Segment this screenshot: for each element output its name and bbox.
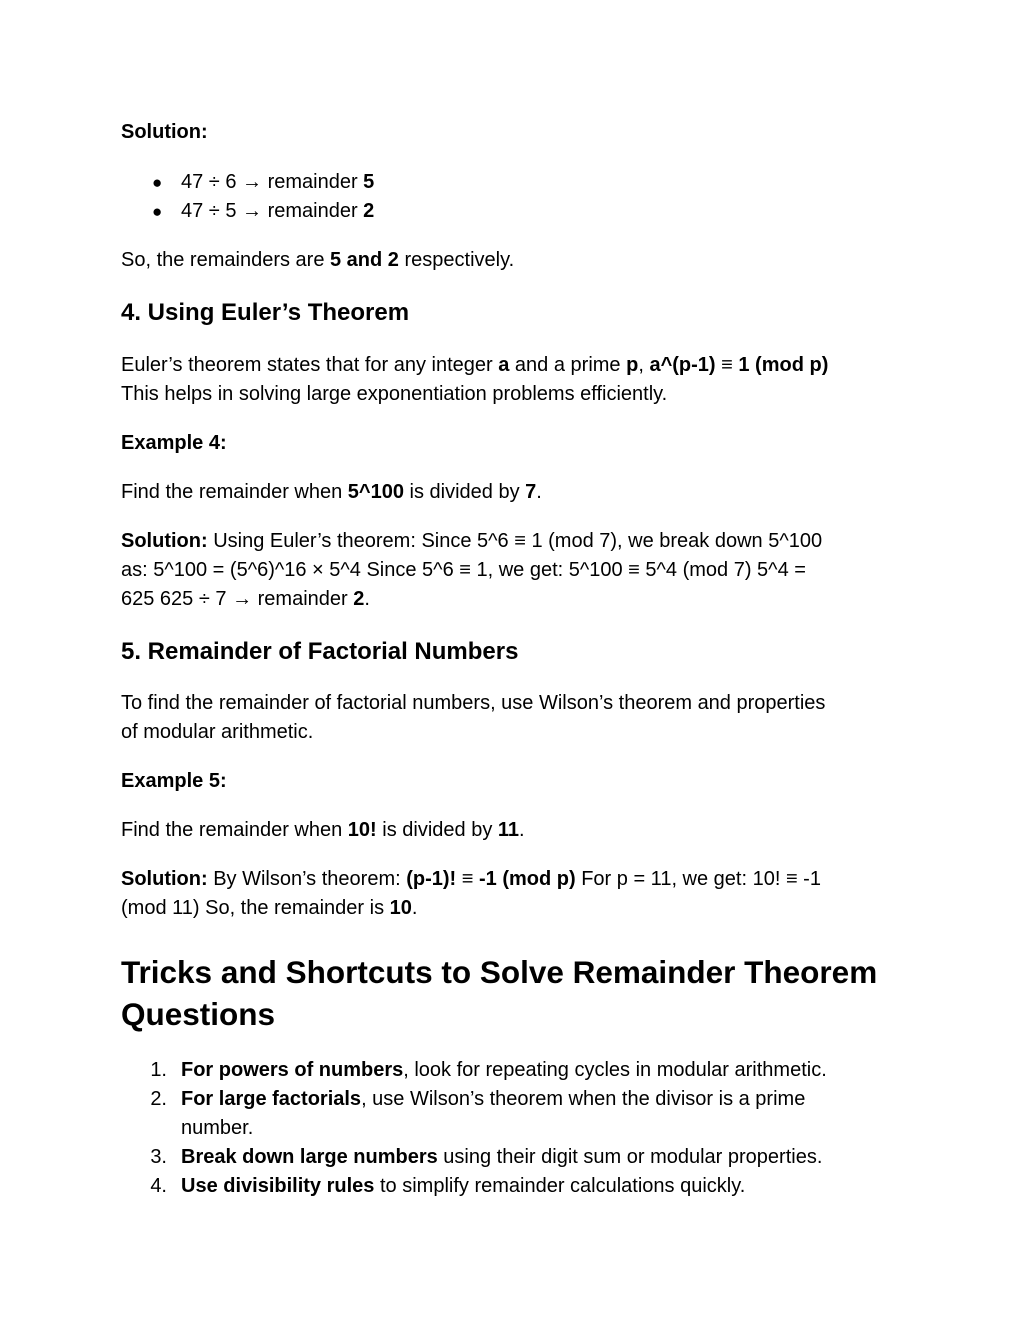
solution-label: Solution: bbox=[121, 121, 208, 143]
solution-text: (mod 11) So, the remainder is bbox=[121, 897, 390, 919]
solution-text: . bbox=[364, 588, 370, 610]
solution-bold: 2 bbox=[353, 588, 365, 610]
list-item-bold: 5 bbox=[363, 171, 375, 193]
question-text: is divided by bbox=[376, 819, 498, 841]
section-heading-factorial: 5. Remainder of Factorial Numbers bbox=[121, 638, 519, 665]
intro-text: Euler’s theorem states that for any integer bbox=[121, 354, 499, 376]
list-number: 3. bbox=[150, 1146, 167, 1168]
list-item-text: to simplify remainder calculations quickly. bbox=[374, 1175, 746, 1197]
list-item-bold: 2 bbox=[363, 200, 375, 222]
question-bold: 5^100 bbox=[347, 481, 404, 503]
list-item-bold: Use divisibility rules bbox=[181, 1175, 375, 1197]
list-item-text: using their digit sum or modular properties. bbox=[437, 1146, 823, 1168]
solution-text: . bbox=[411, 897, 418, 919]
list-item-bold: For large factorials bbox=[181, 1088, 362, 1110]
solution-label: Solution: bbox=[121, 868, 208, 890]
solution-text: By Wilson’s theorem: bbox=[207, 868, 407, 890]
example-label: Example 5: bbox=[121, 770, 227, 792]
conclusion-text-end: respectively. bbox=[398, 249, 515, 271]
question-bold: 11 bbox=[497, 819, 520, 841]
intro-formula: a^(p-1) ≡ 1 (mod p) bbox=[649, 354, 829, 376]
list-item-text: 47 ÷ 5 → remainder bbox=[181, 200, 364, 222]
solution-line1 bbox=[121, 527, 901, 556]
euler-intro-line2: This helps in solving large exponentiation problems efficiently. bbox=[121, 383, 668, 405]
example-question bbox=[121, 816, 901, 845]
question-bold: 10! bbox=[347, 819, 377, 841]
example-question bbox=[121, 478, 901, 507]
question-text: is divided by bbox=[403, 481, 526, 503]
question-text: Find the remainder when bbox=[121, 819, 348, 841]
solution-line2 bbox=[121, 894, 901, 923]
tricks-heading-line1: Tricks and Shortcuts to Solve Remainder Theorem bbox=[121, 954, 878, 990]
intro-text: and a prime bbox=[509, 354, 627, 376]
question-bold: 7 bbox=[525, 481, 537, 503]
question-text: Find the remainder when bbox=[121, 481, 348, 503]
intro-bold: a bbox=[498, 354, 510, 376]
list-number: 4. bbox=[150, 1175, 167, 1197]
solution-text: For p = 11, we get: 10! ≡ -1 bbox=[575, 868, 821, 890]
list-item-text: , use Wilson’s theorem when the divisor is a prime bbox=[361, 1088, 806, 1110]
solution-line3 bbox=[121, 585, 901, 614]
conclusion-paragraph bbox=[121, 246, 901, 275]
intro-text: , bbox=[638, 354, 650, 376]
tricks-heading-line2: Questions bbox=[121, 996, 276, 1032]
list-number: 1. bbox=[150, 1059, 167, 1081]
list-item-text: , look for repeating cycles in modular arithmetic. bbox=[403, 1059, 827, 1081]
solution-label: Solution: bbox=[121, 530, 208, 552]
solution-formula: (p-1)! ≡ -1 (mod p) bbox=[406, 868, 576, 890]
conclusion-bold: 5 and 2 bbox=[330, 249, 399, 271]
conclusion-text: So, the remainders are bbox=[121, 249, 330, 271]
example-label: Example 4: bbox=[121, 432, 227, 454]
question-text: . bbox=[519, 819, 525, 841]
solution-text: Using Euler’s theorem: Since 5^6 ≡ 1 (mod 7), we break down 5^100 bbox=[207, 530, 823, 552]
solution-line2: as: 5^100 = (5^6)^16 × 5^4 Since 5^6 ≡ 1, we get: 5^100 ≡ 5^4 (mod 7) 5^4 = bbox=[121, 559, 806, 581]
intro-bold: p bbox=[626, 354, 639, 376]
solution-text: 625 625 ÷ 7 → remainder bbox=[121, 588, 354, 610]
bullet-icon: ● bbox=[152, 202, 163, 221]
list-item-bold: For powers of numbers bbox=[181, 1059, 404, 1081]
bullet-icon: ● bbox=[152, 173, 163, 192]
solution-line1 bbox=[121, 865, 901, 894]
euler-intro-line1 bbox=[121, 351, 901, 380]
list-item-text: 47 ÷ 6 → remainder bbox=[181, 171, 364, 193]
list-number: 2. bbox=[150, 1088, 167, 1110]
section-heading-euler: 4. Using Euler’s Theorem bbox=[121, 299, 410, 326]
question-text: . bbox=[536, 481, 542, 503]
solution-bold: 10 bbox=[389, 897, 412, 919]
factorial-intro-line2: of modular arithmetic. bbox=[121, 721, 314, 743]
factorial-intro-line1: To find the remainder of factorial numbers, use Wilson’s theorem and properties bbox=[121, 692, 826, 714]
list-item-bold: Break down large numbers bbox=[181, 1146, 438, 1168]
list-item-text: number. bbox=[181, 1117, 254, 1139]
